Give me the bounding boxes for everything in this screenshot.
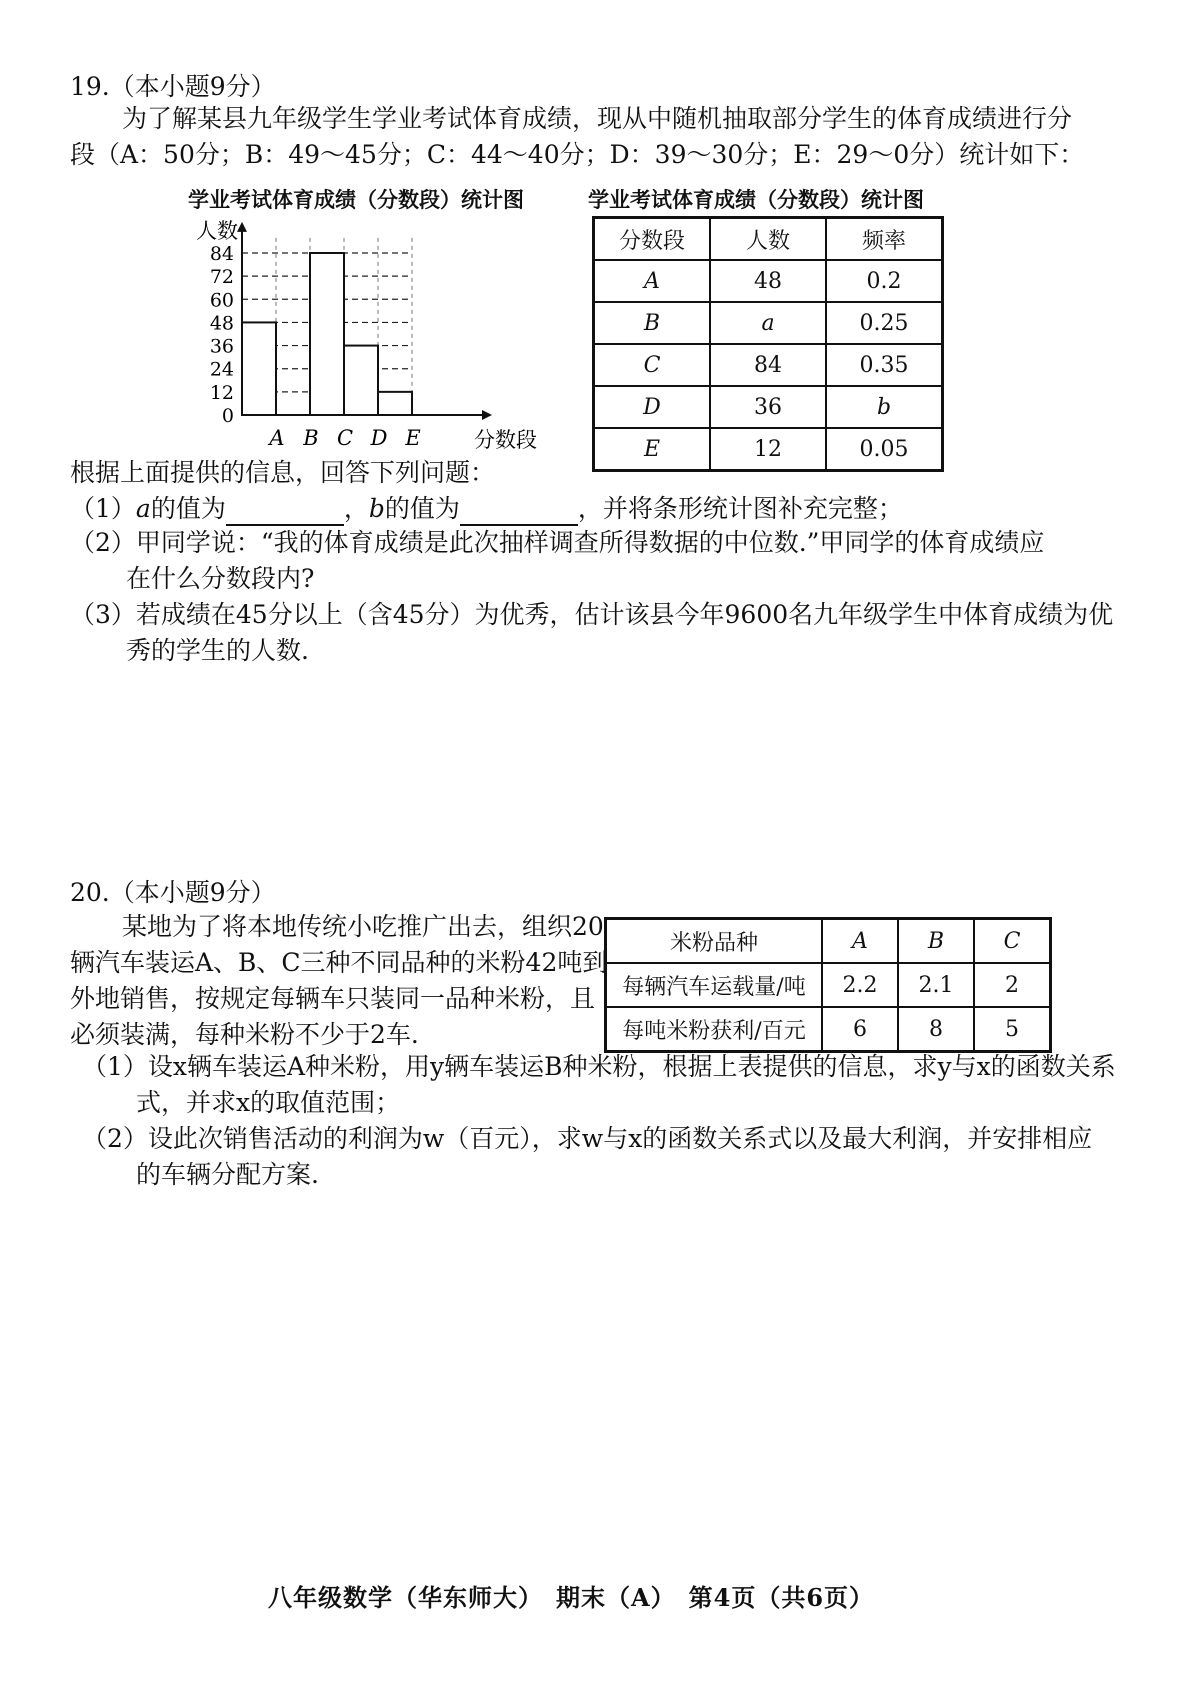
bar-chart (180, 215, 560, 455)
q19-part3-line2: 秀的学生的人数. (126, 636, 309, 665)
table-cell: 5 (974, 1007, 1051, 1052)
q20-heading: 20.（本小题9分） (70, 878, 276, 907)
bar (310, 253, 344, 415)
text: ， (343, 494, 369, 523)
table-header-cell: 分数段 (594, 218, 711, 261)
y-tick-label: 48 (209, 312, 234, 335)
q19-part1 (70, 492, 903, 526)
q20-intro-line1: 某地为了将本地传统小吃推广出去，组织20 (122, 912, 604, 941)
table-cell: a (710, 302, 826, 344)
table-cell: 0.35 (826, 344, 943, 386)
y-tick-label: 12 (209, 381, 234, 404)
x-tick-label: C (336, 426, 354, 450)
table-cell: 2.1 (898, 963, 974, 1007)
text: 的值为 (150, 494, 226, 523)
q19-intro-line1: 为了解某县九年级学生学业考试体育成绩，现从中随机抽取部分学生的体育成绩进行分 (122, 104, 1073, 133)
q19-part3-line1: （3）若成绩在45分以上（含45分）为优秀，估计该县今年9600名九年级学生中体育成绩为优 (70, 600, 1114, 629)
table-cell: D (594, 386, 711, 428)
q19-heading: 19.（本小题9分） (70, 72, 276, 101)
x-axis-arrow (482, 410, 492, 420)
y-tick-label: 36 (209, 335, 234, 358)
y-tick-label: 0 (221, 405, 234, 427)
table-cell: 48 (710, 260, 826, 302)
table-header-cell: C (974, 919, 1051, 964)
rice-table-header (606, 919, 1051, 964)
answer-blank-a[interactable] (226, 498, 344, 526)
q20-part1-line1: （1）设x辆车装运A种米粉，用y辆车装运B种米粉，根据上表提供的信息，求y与x的函数关系 (82, 1052, 1116, 1081)
y-tick-label: 60 (209, 289, 234, 312)
x-tick-label: E (405, 426, 421, 450)
table-cell: 2.2 (822, 963, 898, 1007)
table-row (606, 1007, 1051, 1052)
q20-intro-line4: 必须装满，每种米粉不少于2车. (70, 1020, 419, 1049)
table-cell: C (594, 344, 711, 386)
y-axis-label: 人数 (196, 218, 238, 243)
x-tick-label: B (303, 426, 319, 450)
table-cell: b (826, 386, 943, 428)
table-cell: 84 (710, 344, 826, 386)
q20-part1-line2: 式，并求x的取值范围； (136, 1088, 401, 1117)
table-header-cell: 米粉品种 (606, 919, 823, 964)
table-cell: B (594, 302, 711, 344)
text: 的值为 (384, 494, 460, 523)
table-header-cell: A (822, 919, 898, 964)
table-row (594, 260, 943, 302)
q20-intro-line3: 外地销售，按规定每辆车只装同一品种米粉，且 (70, 984, 596, 1013)
table-header-cell: 频率 (826, 218, 943, 261)
q20-intro-line2: 辆汽车装运A、B、C三种不同品种的米粉42吨到 (70, 948, 608, 977)
q19-prompt: 根据上面提供的信息，回答下列问题： (70, 458, 496, 487)
score-table-header (594, 218, 943, 261)
table-row (594, 386, 943, 428)
table-row (594, 428, 943, 471)
table-cell: 0.05 (826, 428, 943, 471)
q19-part2-line2: 在什么分数段内? (126, 564, 315, 593)
table-cell: 0.2 (826, 260, 943, 302)
table-cell: 2 (974, 963, 1051, 1007)
table-cell: 6 (822, 1007, 898, 1052)
q19-intro-line2: 段（A：50分；B：49～45分；C：44～40分；D：39～30分；E：29～0分）统计如下： (70, 140, 1085, 169)
table-cell: 每辆汽车运载量/吨 (606, 963, 823, 1007)
page-footer: 八年级数学（华东师大） 期末（A） 第4页（共6页） (268, 1583, 875, 1612)
q20-part2-line2: 的车辆分配方案. (136, 1160, 319, 1189)
y-axis-arrow (237, 222, 247, 232)
table-row (606, 963, 1051, 1007)
rice-noodle-table (604, 917, 1052, 1053)
table-cell: 8 (898, 1007, 974, 1052)
part-number: （1） (70, 494, 136, 523)
y-tick-label: 84 (209, 243, 234, 265)
table-cell: 12 (710, 428, 826, 471)
y-tick-label: 24 (209, 358, 234, 381)
y-tick-label: 72 (209, 266, 234, 289)
table-header-cell: 人数 (710, 218, 826, 261)
table-row (594, 344, 943, 386)
table-cell: 36 (710, 386, 826, 428)
score-table (592, 216, 944, 472)
bar (242, 322, 276, 415)
table-row (594, 302, 943, 344)
table-cell: E (594, 428, 711, 471)
table1-title: 学业考试体育成绩（分数段）统计图 (588, 187, 924, 212)
q20-part2-line1: （2）设此次销售活动的利润为w（百元），求w与x的函数关系式以及最大利润，并安排相应 (82, 1124, 1093, 1153)
table-header-cell: B (898, 919, 974, 964)
x-axis-label: 分数段 (474, 428, 537, 452)
table-cell: A (594, 260, 711, 302)
bar (344, 346, 378, 415)
var-b: b (368, 494, 385, 523)
answer-blank-b[interactable] (460, 498, 578, 526)
table-cell: 0.25 (826, 302, 943, 344)
q19-part2-line1: （2）甲同学说：“我的体育成绩是此次抽样调查所得数据的中位数.”甲同学的体育成绩应 (70, 528, 1045, 557)
table-cell: 每吨米粉获利/百元 (606, 1007, 823, 1052)
var-a: a (135, 494, 151, 523)
x-tick-label: D (370, 426, 388, 450)
bar (378, 392, 412, 415)
text: ，并将条形统计图补充完整； (577, 494, 903, 523)
chart-title: 学业考试体育成绩（分数段）统计图 (188, 187, 524, 212)
x-tick-label: A (269, 426, 285, 450)
